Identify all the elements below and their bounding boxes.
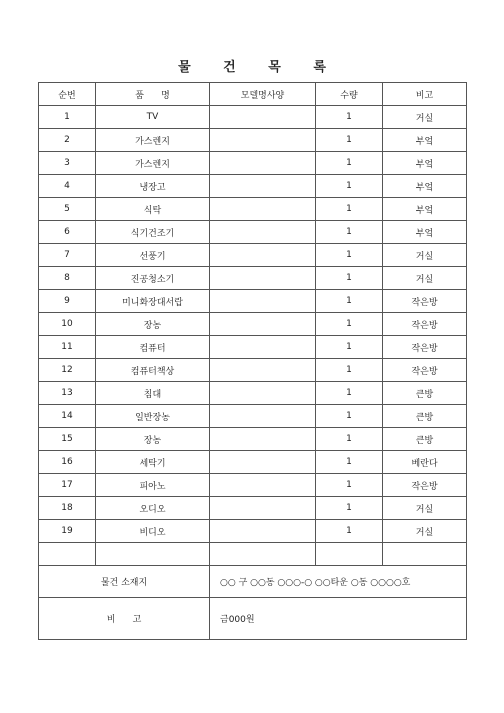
row-qty: 1 [316, 336, 383, 359]
row-qty: 1 [316, 497, 383, 520]
header-note: 비고 [383, 83, 467, 106]
blank-cell [210, 543, 316, 566]
row-item: TV [96, 106, 210, 129]
row-no: 17 [39, 474, 96, 497]
row-item: 컴퓨터 [96, 336, 210, 359]
table-row [39, 152, 467, 175]
row-item: 식기건조기 [96, 221, 210, 244]
header-item: 품 명 [96, 83, 210, 106]
row-no: 15 [39, 428, 96, 451]
row-qty: 1 [316, 290, 383, 313]
row-qty: 1 [316, 359, 383, 382]
location-label: 물건 소재지 [39, 566, 210, 598]
header-qty: 수량 [316, 83, 383, 106]
row-item: 세탁기 [96, 451, 210, 474]
row-qty: 1 [316, 198, 383, 221]
row-item: 진공청소기 [96, 267, 210, 290]
row-note: 거실 [383, 106, 467, 129]
header-model: 모델명사양 [210, 83, 316, 106]
row-qty: 1 [316, 175, 383, 198]
table-row [39, 244, 467, 267]
row-no: 2 [39, 129, 96, 152]
row-model [210, 129, 316, 152]
row-qty: 1 [316, 451, 383, 474]
table-row [39, 290, 467, 313]
page-title: 물 건 목 록 [178, 60, 340, 75]
row-model [210, 152, 316, 175]
row-qty: 1 [316, 313, 383, 336]
row-note: 작은방 [383, 313, 467, 336]
row-note: 큰방 [383, 428, 467, 451]
row-no: 3 [39, 152, 96, 175]
row-model [210, 313, 316, 336]
blank-cell [383, 543, 467, 566]
table-row [39, 336, 467, 359]
row-note: 베란다 [383, 451, 467, 474]
row-no: 1 [39, 106, 96, 129]
row-no: 6 [39, 221, 96, 244]
row-note: 부엌 [383, 221, 467, 244]
row-no: 4 [39, 175, 96, 198]
row-qty: 1 [316, 382, 383, 405]
blank-cell [39, 543, 96, 566]
row-item: 일반장농 [96, 405, 210, 428]
row-note: 부엌 [383, 152, 467, 175]
row-item: 냉장고 [96, 175, 210, 198]
row-model [210, 405, 316, 428]
row-model [210, 267, 316, 290]
row-model [210, 244, 316, 267]
row-item: 가스렌지 [96, 129, 210, 152]
row-no: 16 [39, 451, 96, 474]
blank-row [39, 543, 467, 566]
row-model [210, 497, 316, 520]
row-no: 12 [39, 359, 96, 382]
blank-cell [96, 543, 210, 566]
header-no: 순번 [39, 83, 96, 106]
row-no: 5 [39, 198, 96, 221]
row-no: 14 [39, 405, 96, 428]
row-qty: 1 [316, 129, 383, 152]
remarks-row [39, 598, 467, 640]
row-note: 거실 [383, 520, 467, 543]
row-item: 피아노 [96, 474, 210, 497]
table-row [39, 359, 467, 382]
row-no: 7 [39, 244, 96, 267]
row-note: 부엌 [383, 175, 467, 198]
table-body [39, 106, 467, 640]
table-row [39, 129, 467, 152]
row-item: 장농 [96, 313, 210, 336]
row-model [210, 359, 316, 382]
row-note: 큰방 [383, 405, 467, 428]
row-no: 18 [39, 497, 96, 520]
table-row [39, 474, 467, 497]
table-row [39, 451, 467, 474]
table-row [39, 175, 467, 198]
table-row [39, 405, 467, 428]
table-row [39, 106, 467, 129]
row-no: 11 [39, 336, 96, 359]
row-qty: 1 [316, 520, 383, 543]
row-qty: 1 [316, 152, 383, 175]
row-note: 작은방 [383, 290, 467, 313]
row-qty: 1 [316, 244, 383, 267]
row-item: 식탁 [96, 198, 210, 221]
row-note: 거실 [383, 244, 467, 267]
remarks-label: 비 고 [39, 598, 210, 640]
location-row [39, 566, 467, 598]
row-model [210, 451, 316, 474]
row-note: 부엌 [383, 198, 467, 221]
table-row [39, 520, 467, 543]
row-item: 침대 [96, 382, 210, 405]
row-note: 거실 [383, 267, 467, 290]
row-item: 오디오 [96, 497, 210, 520]
row-model [210, 290, 316, 313]
row-note: 작은방 [383, 474, 467, 497]
row-no: 8 [39, 267, 96, 290]
table-header-row [39, 83, 467, 106]
table-row [39, 198, 467, 221]
row-model [210, 198, 316, 221]
row-item: 컴퓨터책상 [96, 359, 210, 382]
row-model [210, 428, 316, 451]
item-list-table [38, 82, 467, 640]
row-qty: 1 [316, 267, 383, 290]
location-value: ○○ 구 ○○동 ○○○-○ ○○타운 ○동 ○○○○호 [210, 566, 467, 598]
row-qty: 1 [316, 405, 383, 428]
row-item: 비디오 [96, 520, 210, 543]
row-model [210, 474, 316, 497]
row-qty: 1 [316, 428, 383, 451]
row-note: 부엌 [383, 129, 467, 152]
row-item: 가스렌지 [96, 152, 210, 175]
row-item: 장농 [96, 428, 210, 451]
row-model [210, 221, 316, 244]
table-row [39, 221, 467, 244]
row-note: 큰방 [383, 382, 467, 405]
row-model [210, 336, 316, 359]
row-no: 10 [39, 313, 96, 336]
table-row [39, 267, 467, 290]
row-no: 9 [39, 290, 96, 313]
table-row [39, 313, 467, 336]
row-qty: 1 [316, 221, 383, 244]
row-item: 미니화장대서랍 [96, 290, 210, 313]
row-model [210, 106, 316, 129]
table-row [39, 497, 467, 520]
row-item: 선풍기 [96, 244, 210, 267]
row-note: 거실 [383, 497, 467, 520]
table-row [39, 428, 467, 451]
blank-cell [316, 543, 383, 566]
row-model [210, 175, 316, 198]
row-note: 작은방 [383, 359, 467, 382]
row-model [210, 382, 316, 405]
remarks-value: 금000원 [210, 598, 467, 640]
row-qty: 1 [316, 474, 383, 497]
row-no: 19 [39, 520, 96, 543]
row-no: 13 [39, 382, 96, 405]
row-model [210, 520, 316, 543]
table-row [39, 382, 467, 405]
row-qty: 1 [316, 106, 383, 129]
row-note: 작은방 [383, 336, 467, 359]
